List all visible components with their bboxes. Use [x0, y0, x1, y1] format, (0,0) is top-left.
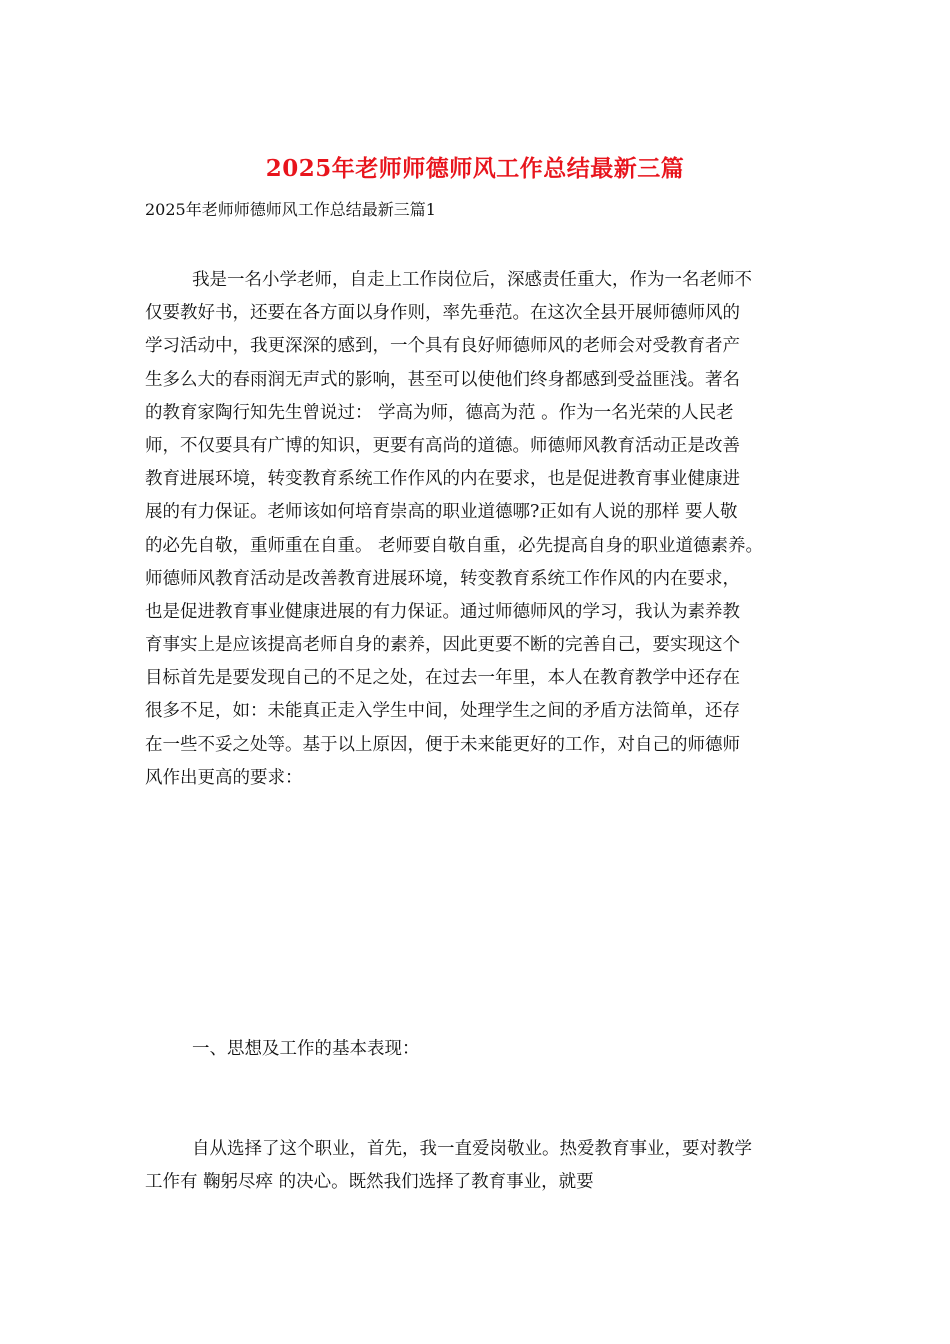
paragraph-2 — [145, 1133, 825, 1199]
paragraph-line: 很多不足，如：未能真正走入学生中间，处理学生之间的矛盾方法简单，还存 — [145, 701, 740, 722]
paragraph-line: 风作出更高的要求： — [145, 767, 303, 788]
paragraph-line: 仅要教好书，还要在各方面以身作则，率先垂范。在这次全县开展师德师风的 — [145, 303, 740, 324]
paragraph-line: 在一些不妥之处等。基于以上原因，便于未来能更好的工作，对自己的师德师 — [145, 734, 740, 755]
section-heading-1: 一、思想及工作的基本表现： — [192, 1039, 420, 1059]
paragraph-line: 我是一名小学老师，自走上工作岗位后，深感责任重大，作为一名老师不 — [192, 270, 752, 290]
paragraph-line: 也是促进教育事业健康进展的有力保证。通过师德师风的学习，我认为素养教 — [145, 601, 740, 622]
paragraph-line: 师德师风教育活动是改善教育进展环境，转变教育系统工作作风的内在要求， — [145, 568, 740, 589]
document-subtitle: 2025年老师师德师风工作总结最新三篇1 — [145, 200, 436, 219]
paragraph-1 — [145, 264, 825, 795]
paragraph-line: 的教育家陶行知先生曾说过： 学高为师，德高为范 。作为一名光荣的人民老 — [145, 402, 734, 423]
paragraph-line: 学习活动中，我更深深的感到，一个具有良好师德师风的老师会对受教育者产 — [145, 336, 740, 357]
paragraph-line: 目标首先是要发现自己的不足之处，在过去一年里，本人在教育教学中还存在 — [145, 668, 740, 689]
paragraph-line: 工作有 鞠躬尽瘁 的决心。既然我们选择了教育事业，就要 — [145, 1172, 594, 1193]
paragraph-line: 师，不仅要具有广博的知识，更要有高尚的道德。师德师风教育活动正是改善 — [145, 435, 740, 456]
paragraph-line: 育事实上是应该提高老师自身的素养，因此更要不断的完善自己，要实现这个 — [145, 635, 740, 656]
paragraph-line: 教育进展环境，转变教育系统工作作风的内在要求，也是促进教育事业健康进 — [145, 469, 740, 490]
paragraph-line: 展的有力保证。老师该如何培育崇高的职业道德哪?正如有人说的那样 要人敬 — [145, 502, 738, 523]
document-title: 2025年老师师德师风工作总结最新三篇 — [265, 155, 685, 182]
paragraph-line: 自从选择了这个职业，首先，我一直爱岗敬业。热爱教育事业，要对教学 — [192, 1139, 752, 1159]
paragraph-line: 生多么大的春雨润无声式的影响，甚至可以使他们终身都感到受益匪浅。著名 — [145, 369, 740, 390]
paragraph-line: 的必先自敬，重师重在自重。 老师要自敬自重，必先提高自身的职业道德素养。 — [145, 535, 764, 556]
